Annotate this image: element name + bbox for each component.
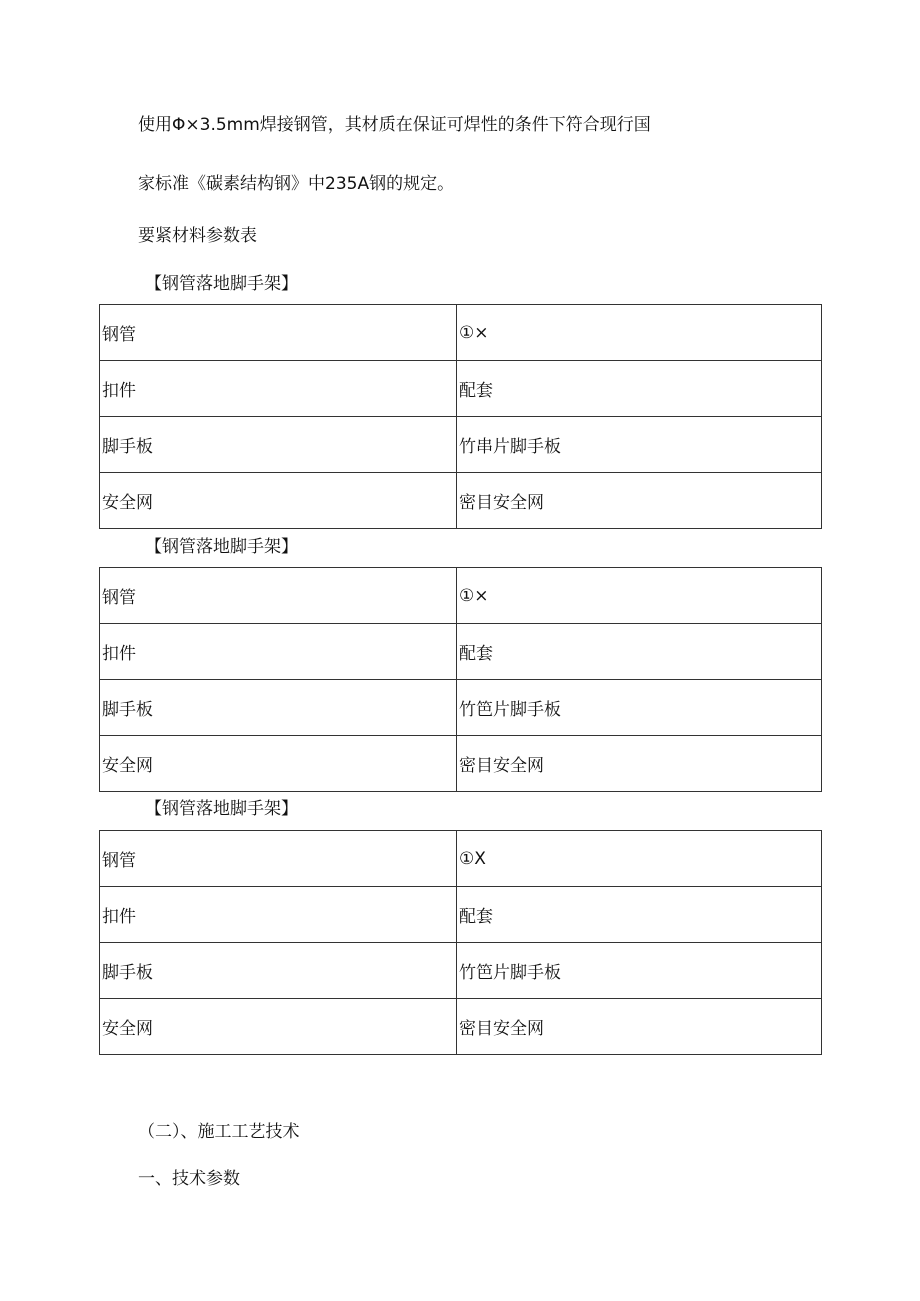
table-cell: ①X <box>457 831 822 887</box>
section-heading-process: （二）、施工工艺技术 <box>138 1122 300 1142</box>
table-cell: 密目安全网 <box>457 999 822 1055</box>
table-cell: 脚手板 <box>100 680 457 736</box>
table-row <box>100 999 822 1055</box>
table-cell: 脚手板 <box>100 943 457 999</box>
table-cell: 安全网 <box>100 736 457 792</box>
table-cell: 密目安全网 <box>457 736 822 792</box>
table-cell: 钢管 <box>100 305 457 361</box>
table-3-title: 【钢管落地脚手架】 <box>145 799 298 819</box>
table-row <box>100 473 822 529</box>
table-cell: ①× <box>457 568 822 624</box>
table-cell: 脚手板 <box>100 417 457 473</box>
table-cell: 竹串片脚手板 <box>457 417 822 473</box>
table-row <box>100 887 822 943</box>
table-cell: 安全网 <box>100 473 457 529</box>
table-row <box>100 680 822 736</box>
table-cell: 钢管 <box>100 568 457 624</box>
table-row <box>100 417 822 473</box>
materials-table-2 <box>99 567 822 792</box>
table-row <box>100 831 822 887</box>
table-heading: 要紧材料参数表 <box>138 226 257 246</box>
materials-table-3 <box>99 830 822 1055</box>
table-row <box>100 624 822 680</box>
table-cell: 竹笆片脚手板 <box>457 680 822 736</box>
table-cell: 钢管 <box>100 831 457 887</box>
table-cell: 配套 <box>457 887 822 943</box>
table-cell: ①× <box>457 305 822 361</box>
table-cell: 密目安全网 <box>457 473 822 529</box>
table-cell: 竹笆片脚手板 <box>457 943 822 999</box>
section-heading-params: 一、技术参数 <box>138 1169 240 1189</box>
table-cell: 安全网 <box>100 999 457 1055</box>
table-cell: 配套 <box>457 624 822 680</box>
table-row <box>100 736 822 792</box>
table-row <box>100 568 822 624</box>
table-row <box>100 361 822 417</box>
table-cell: 配套 <box>457 361 822 417</box>
intro-paragraph-line-2: 家标准《碳素结构钢》中235A钢的规定。 <box>138 174 455 194</box>
table-cell: 扣件 <box>100 624 457 680</box>
table-2-title: 【钢管落地脚手架】 <box>145 537 298 557</box>
table-1-title: 【钢管落地脚手架】 <box>145 274 298 294</box>
table-row <box>100 943 822 999</box>
table-cell: 扣件 <box>100 361 457 417</box>
materials-table-1 <box>99 304 822 529</box>
table-cell: 扣件 <box>100 887 457 943</box>
table-row <box>100 305 822 361</box>
intro-paragraph-line-1: 使用Φ×3.5mm焊接钢管，其材质在保证可焊性的条件下符合现行国 <box>138 115 651 135</box>
